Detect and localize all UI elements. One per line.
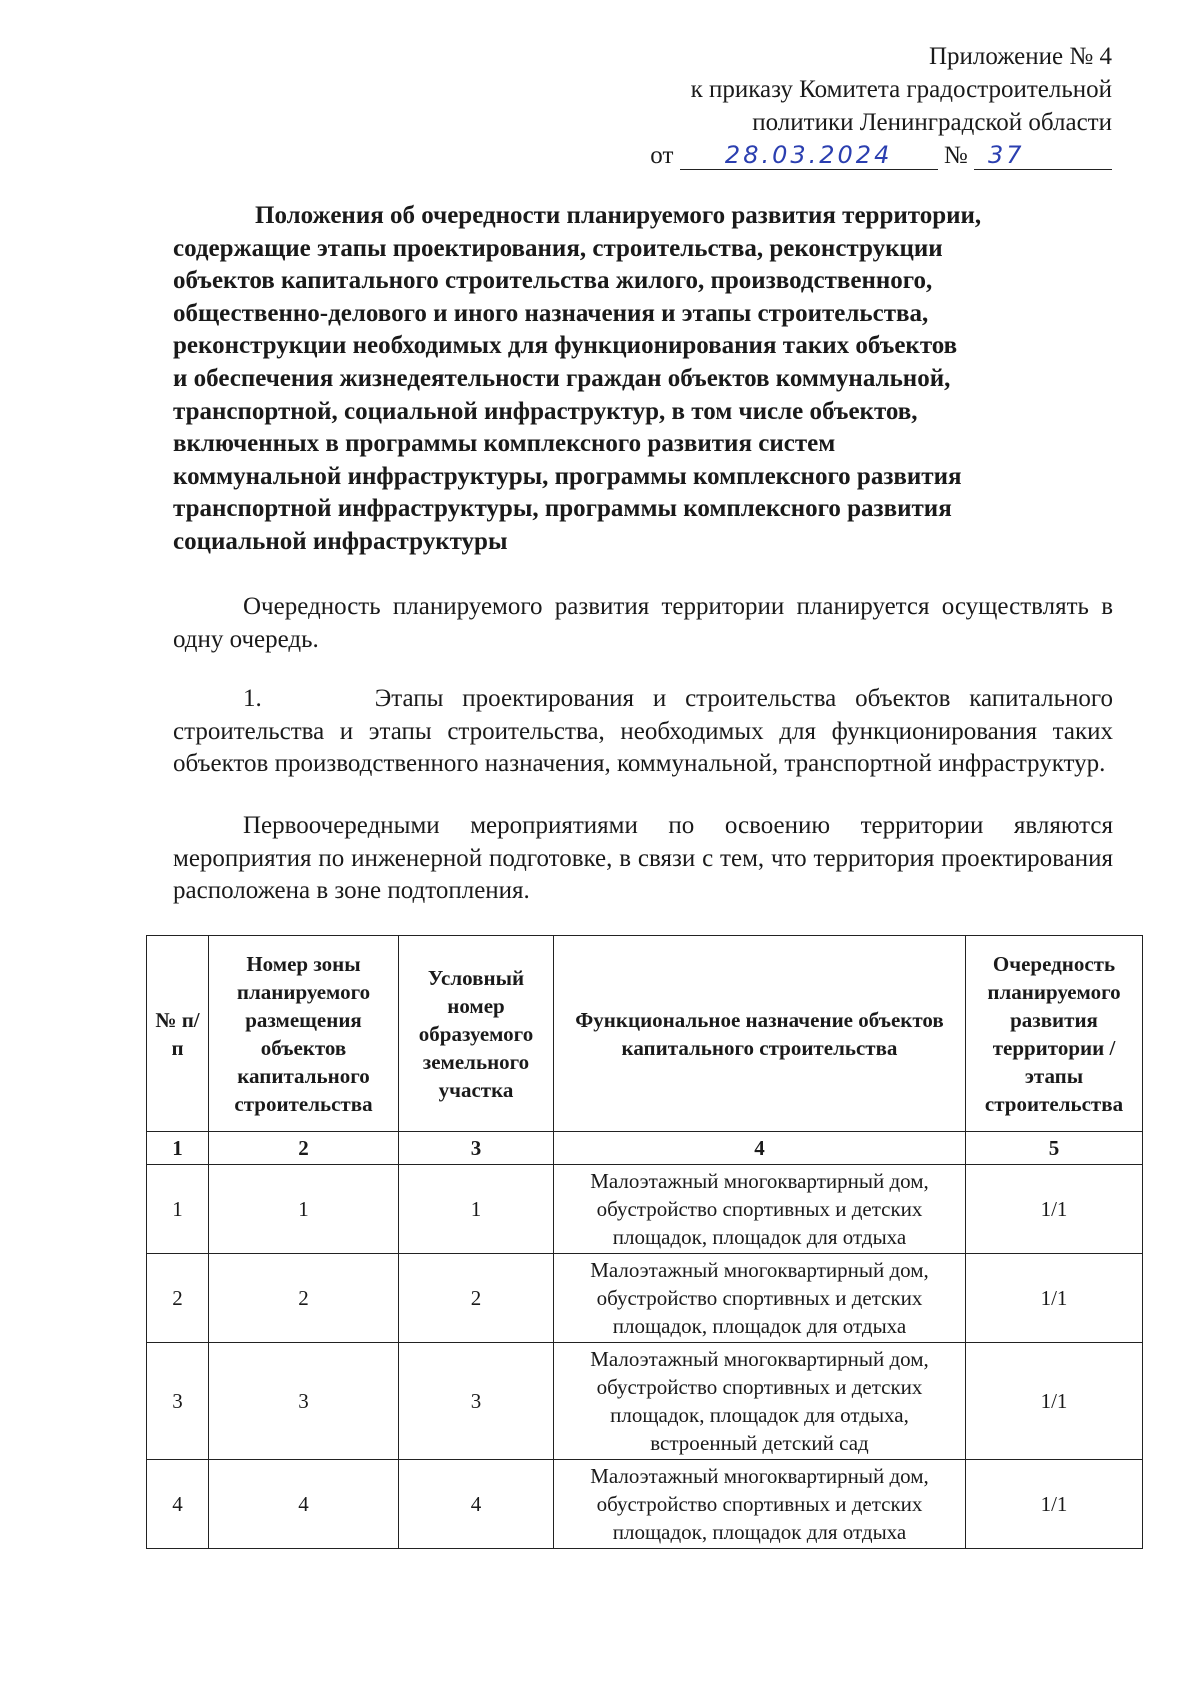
- heading-line: общественно-делового и иного назначения и этапы строительства,: [173, 299, 929, 327]
- heading-line: включенных в программы комплексного развития систем: [173, 430, 836, 458]
- heading-line: коммунальной инфраструктуры, программы комплексного развития: [173, 462, 962, 490]
- cell-purpose: Малоэтажный многоквартирный дом, обустройство спортивных и детских площадок, площадок для отдыха: [554, 1460, 966, 1549]
- header-plot: Условный номер образуемого земельного участка: [399, 936, 554, 1132]
- number-label: №: [943, 142, 968, 169]
- heading-line: содержащие этапы проектирования, строительства, реконструкции: [173, 234, 943, 262]
- order-date-number: [650, 139, 1112, 172]
- table-column-numbers: [147, 1132, 1143, 1165]
- cell-stage: 1/1: [966, 1460, 1143, 1549]
- heading-line: реконструкции необходимых для функционирования таких объектов: [173, 332, 958, 360]
- cell-zone: 4: [209, 1460, 399, 1549]
- heading-line: Положения об очередности планируемого развития территории,: [255, 202, 982, 229]
- appendix-order-ref: к приказу Комитета градостроительной: [690, 76, 1112, 103]
- column-number: 2: [209, 1132, 399, 1165]
- heading-line: объектов капитального строительства жилого, производственного,: [173, 267, 933, 295]
- document-heading: [173, 200, 1113, 559]
- paragraph-stages: 1. Этапы проектирования и строительства объектов капитального строительства и этапы строительства, необходимых для функционирования таких объектов производственного назначения, коммунальной, транспортной инфраструктур.: [173, 685, 1113, 778]
- order-date: 28.03.2024: [680, 141, 938, 170]
- cell-plot: 2: [399, 1254, 554, 1343]
- cell-purpose: Малоэтажный многоквартирный дом, обустройство спортивных и детских площадок, площадок для отдыха: [554, 1165, 966, 1254]
- cell-plot: 1: [399, 1165, 554, 1254]
- appendix-title: Приложение № 4: [928, 43, 1112, 70]
- cell-index: 2: [147, 1254, 209, 1343]
- table-header-row: [147, 936, 1143, 1132]
- heading-line: транспортной, социальной инфраструктур, в том числе объектов,: [173, 397, 918, 425]
- heading-line: социальной инфраструктуры: [173, 527, 508, 555]
- header-zone: Номер зоны планируемого размещения объектов капитального строительства: [209, 936, 399, 1132]
- cell-zone: 2: [209, 1254, 399, 1343]
- cell-index: 3: [147, 1343, 209, 1460]
- table-row: [147, 1165, 1143, 1254]
- cell-stage: 1/1: [966, 1254, 1143, 1343]
- cell-stage: 1/1: [966, 1165, 1143, 1254]
- column-number: 3: [399, 1132, 554, 1165]
- from-label: от: [650, 142, 674, 169]
- heading-line: транспортной инфраструктуры, программы комплексного развития: [173, 495, 952, 523]
- heading-line: и обеспечения жизнедеятельности граждан объектов коммунальной,: [173, 364, 951, 392]
- paragraph-priority: Первоочередными мероприятиями по освоению территории являются мероприятия по инженерной подготовке, в связи с тем, что территория проектирования расположена в зоне подтопления.: [173, 812, 1113, 905]
- paragraph-sequence: Очередность планируемого развития территории планируется осуществлять в одну очередь.: [173, 593, 1113, 653]
- cell-purpose: Малоэтажный многоквартирный дом, обустройство спортивных и детских площадок, площадок для отдыха: [554, 1254, 966, 1343]
- cell-index: 1: [147, 1165, 209, 1254]
- cell-zone: 1: [209, 1165, 399, 1254]
- appendix-committee: политики Ленинградской области: [752, 109, 1112, 136]
- table-row: [147, 1460, 1143, 1549]
- table-row: [147, 1343, 1143, 1460]
- cell-plot: 4: [399, 1460, 554, 1549]
- table-row: [147, 1254, 1143, 1343]
- stages-table: [146, 935, 1143, 1549]
- column-number: 5: [966, 1132, 1143, 1165]
- column-number: 4: [554, 1132, 966, 1165]
- header-index: № п/п: [147, 936, 209, 1132]
- appendix-block: [650, 40, 1112, 172]
- cell-zone: 3: [209, 1343, 399, 1460]
- cell-index: 4: [147, 1460, 209, 1549]
- order-number: 37: [974, 141, 1112, 170]
- cell-purpose: Малоэтажный многоквартирный дом, обустройство спортивных и детских площадок, площадок для отдыха, встроенный детский сад: [554, 1343, 966, 1460]
- cell-stage: 1/1: [966, 1343, 1143, 1460]
- header-purpose: Функциональное назначение объектов капитального строительства: [554, 936, 966, 1132]
- header-stage: Очередность планируемого развития территории / этапы строительства: [966, 936, 1143, 1132]
- column-number: 1: [147, 1132, 209, 1165]
- cell-plot: 3: [399, 1343, 554, 1460]
